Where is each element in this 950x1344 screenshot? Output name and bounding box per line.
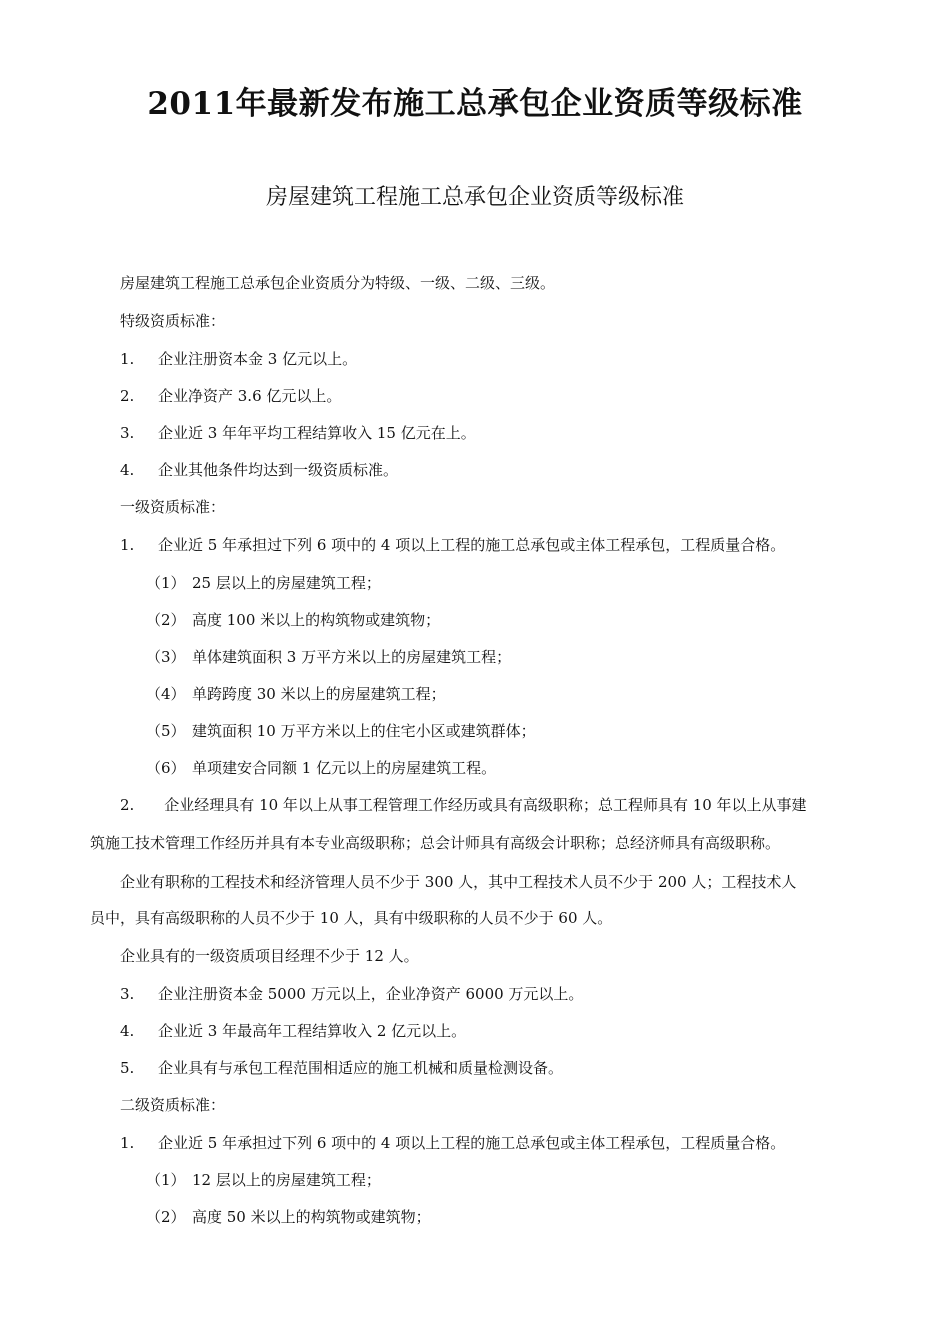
list-number: 3.	[120, 424, 135, 442]
list-number: 1.	[120, 536, 135, 554]
list-text: 企业其他条件均达到一级资质标准。	[158, 461, 399, 479]
grade1-sub-item-3	[146, 646, 511, 668]
grade1-item-5	[120, 1057, 563, 1079]
intro-paragraph: 房屋建筑工程施工总承包企业资质分为特级、一级、二级、三级。	[120, 274, 556, 292]
list-text: 企业净资产 3.6 亿元以上。	[158, 387, 342, 405]
grade1-item-3	[120, 983, 583, 1005]
grade1-heading: 一级资质标准：	[120, 498, 226, 516]
list-number: 1.	[120, 1134, 135, 1152]
sub-list-number: （3）	[146, 648, 186, 666]
list-text: 企业注册资本金 5000 万元以上，企业净资产 6000 万元以上。	[158, 985, 584, 1003]
sub-list-text: 建筑面积 10 万平方米以上的住宅小区或建筑群体；	[192, 722, 536, 740]
list-number: 5.	[120, 1059, 135, 1077]
special-item-3	[120, 422, 476, 444]
special-item-4	[120, 459, 398, 481]
grade1-staff-line-2: 员中，具有高级职称的人员不少于 10 人，具有中级职称的人员不少于 60 人。	[90, 909, 613, 927]
sub-list-text: 单项建安合同额 1 亿元以上的房屋建筑工程。	[192, 759, 497, 777]
special-item-1	[120, 348, 357, 370]
sub-list-number: （2）	[146, 1208, 186, 1226]
list-text: 企业具有与承包工程范围相适应的施工机械和质量检测设备。	[158, 1059, 564, 1077]
grade2-sub-item-2	[146, 1206, 431, 1228]
list-text: 企业近 5 年承担过下列 6 项中的 4 项以上工程的施工总承包或主体工程承包，工程质量合格。	[158, 536, 786, 554]
grade1-item-1	[120, 534, 785, 556]
sub-list-number: （1）	[146, 574, 186, 592]
grade1-item-4	[120, 1020, 466, 1042]
document-subtitle: 房屋建筑工程施工总承包企业资质等级标准	[265, 185, 684, 210]
list-number: 4.	[120, 461, 135, 479]
sub-list-text: 单体建筑面积 3 万平方米以上的房屋建筑工程；	[192, 648, 512, 666]
grade1-sub-item-1	[146, 572, 381, 594]
grade1-item-2-line-2: 筑施工技术管理工作经历并具有本专业高级职称；总会计师具有高级会计职称；总经济师具有高级职称。	[90, 834, 781, 852]
special-item-2	[120, 385, 341, 407]
sub-list-number: （1）	[146, 1171, 186, 1189]
sub-list-text: 单跨跨度 30 米以上的房屋建筑工程；	[192, 685, 446, 703]
list-number: 4.	[120, 1022, 135, 1040]
sub-list-text: 25 层以上的房屋建筑工程；	[192, 574, 381, 592]
sub-list-number: （5）	[146, 722, 186, 740]
grade2-item-1	[120, 1132, 785, 1154]
grade1-item-2-line-1: 2. 企业经理具有 10 年以上从事工程管理工作经历或具有高级职称；总工程师具有 10 年以上从事建	[120, 796, 807, 814]
sub-list-number: （2）	[146, 611, 186, 629]
special-grade-heading: 特级资质标准：	[120, 312, 226, 330]
list-text: 企业注册资本金 3 亿元以上。	[158, 350, 358, 368]
grade1-staff-line-1: 企业有职称的工程技术和经济管理人员不少于 300 人，其中工程技术人员不少于 200 人；工程技术人	[120, 873, 797, 891]
grade2-heading: 二级资质标准：	[120, 1096, 226, 1114]
sub-list-text: 12 层以上的房屋建筑工程；	[192, 1171, 381, 1189]
list-number: 1.	[120, 350, 135, 368]
list-text: 企业近 3 年最高年工程结算收入 2 亿元以上。	[158, 1022, 467, 1040]
document-title: 2011年最新发布施工总承包企业资质等级标准	[147, 86, 803, 122]
sub-list-text: 高度 50 米以上的构筑物或建筑物；	[192, 1208, 431, 1226]
grade2-sub-item-1	[146, 1169, 381, 1191]
grade1-sub-item-4	[146, 683, 446, 705]
sub-list-number: （4）	[146, 685, 186, 703]
grade1-sub-item-5	[146, 720, 536, 742]
sub-list-number: （6）	[146, 759, 186, 777]
grade1-sub-item-6	[146, 757, 496, 779]
list-number: 2.	[120, 387, 135, 405]
list-text: 企业近 3 年年平均工程结算收入 15 亿元在上。	[158, 424, 476, 442]
grade1-pm-line: 企业具有的一级资质项目经理不少于 12 人。	[120, 947, 419, 965]
list-number: 3.	[120, 985, 135, 1003]
sub-list-text: 高度 100 米以上的构筑物或建筑物；	[192, 611, 441, 629]
grade1-sub-item-2	[146, 609, 440, 631]
list-text: 企业近 5 年承担过下列 6 项中的 4 项以上工程的施工总承包或主体工程承包，工程质量合格。	[158, 1134, 786, 1152]
